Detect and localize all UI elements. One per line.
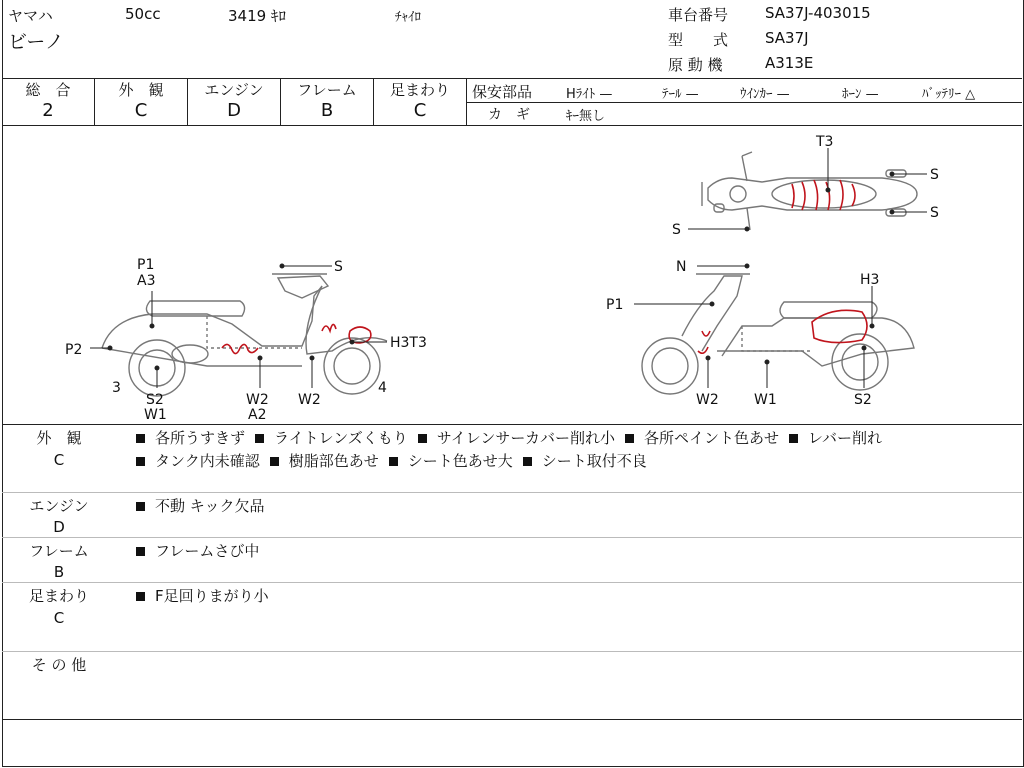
safety-item-battery: ﾊﾞｯﾃﾘｰ △ [922, 87, 976, 102]
bullet-icon [255, 434, 264, 443]
section-grade-engine: D [53, 518, 65, 536]
label-a2: A2 [248, 407, 267, 423]
label-w2-left-2: W2 [298, 392, 321, 408]
grade-overall-value: 2 [42, 100, 54, 121]
scooter-left-side [102, 274, 387, 396]
scooter-right-side [642, 274, 914, 394]
bullet-icon [523, 457, 532, 466]
note-item: タンク内未確認 [136, 452, 260, 470]
notes-line [136, 450, 1016, 473]
label-n: N [676, 259, 687, 275]
label-s-top-3: S [672, 222, 681, 238]
grade-engine-label: エンジン [204, 81, 264, 99]
section-title-exterior: 外 観 [36, 429, 82, 447]
divider [2, 537, 1022, 538]
label-w2-left: W2 [246, 392, 269, 408]
label-4: 4 [378, 380, 387, 396]
bullet-icon [270, 457, 279, 466]
label-s-left: S [334, 259, 343, 275]
bullet-icon [136, 434, 145, 443]
bullet-icon [418, 434, 427, 443]
divider [2, 492, 1022, 493]
divider [466, 78, 467, 125]
note-item: フレームさび中 [136, 542, 259, 560]
notes-line [136, 427, 1016, 450]
label-s-top-1: S [930, 167, 939, 183]
grade-exterior-label: 外 観 [118, 81, 164, 99]
safety-item-winker: ｳｲﾝｶｰ — [740, 87, 790, 102]
model-name: ビーノ [8, 31, 64, 53]
note-item: 不動 キック欠品 [136, 497, 264, 515]
divider [466, 102, 1022, 103]
maker: ヤマハ [8, 7, 53, 25]
label-s-top-2: S [930, 205, 939, 221]
section-grade-exterior: C [53, 451, 65, 469]
section-exterior-notes [136, 427, 1016, 473]
scooter-top-view [702, 152, 917, 230]
section-engine-notes [136, 495, 1016, 518]
frame-no: SA37J-403015 [765, 4, 871, 22]
key-value: ｷｰ無し [566, 109, 606, 124]
note-item: シート色あせ大 [389, 452, 513, 470]
section-suspension-notes [136, 585, 1016, 608]
label-s2-right: S2 [854, 392, 872, 408]
frame-no-label: 車台番号 [668, 6, 729, 24]
label-p1-right: P1 [606, 297, 624, 313]
label-a3: A3 [137, 273, 156, 289]
note-item: レバー削れ [789, 429, 882, 447]
engine-label: 原 動 機 [668, 56, 723, 74]
grade-frame-label: フレーム [297, 81, 357, 99]
grade-overall-label: 総 合 [25, 81, 71, 99]
section-frame-notes [136, 540, 1016, 563]
label-p2: P2 [65, 342, 83, 358]
section-title-frame: フレーム [29, 542, 89, 560]
note-item: F足回りまがり小 [136, 587, 269, 605]
bullet-icon [389, 457, 398, 466]
safety-item-taillight: ﾃｰﾙ — [662, 87, 699, 102]
section-title-engine: エンジン [29, 497, 89, 515]
note-item: 各所ペイント色あせ [625, 429, 779, 447]
mileage: 3419 ｷﾛ [228, 7, 286, 25]
bullet-icon [136, 457, 145, 466]
grade-suspension-label: 足まわり [389, 81, 450, 99]
divider [2, 651, 1022, 652]
safety-item-headlight: Hﾗｲﾄ — [566, 87, 613, 102]
section-title-suspension: 足まわり [28, 587, 89, 605]
key-label: カ ギ [488, 107, 530, 123]
section-title-other: そ の 他 [31, 656, 87, 674]
divider [2, 424, 1022, 425]
label-h3-right: H3 [860, 272, 880, 288]
bullet-icon [136, 547, 145, 556]
bullet-icon [136, 592, 145, 601]
type-label: 型 式 [668, 31, 729, 49]
label-w1-left: W1 [144, 407, 167, 423]
type-value: SA37J [765, 29, 809, 47]
leader-lines [90, 148, 927, 388]
label-3: 3 [112, 380, 121, 396]
note-item: 各所うすきず [136, 429, 245, 447]
grade-suspension-value: C [413, 100, 427, 121]
label-w1-right: W1 [754, 392, 777, 408]
grade-engine-value: D [227, 100, 241, 121]
safety-label: 保安部品 [472, 83, 533, 101]
displacement: 50cc [125, 5, 161, 23]
grade-frame-value: B [320, 100, 334, 121]
section-grade-suspension: C [53, 609, 65, 627]
engine-value: A313E [765, 54, 814, 72]
note-item: サイレンサーカバー削れ小 [418, 429, 615, 447]
grade-exterior-value: C [134, 100, 148, 121]
label-s2-left: S2 [146, 392, 164, 408]
safety-item-horn: ﾎｰﾝ — [842, 87, 879, 102]
divider [2, 582, 1022, 583]
label-p1-left: P1 [137, 257, 155, 273]
bullet-icon [136, 502, 145, 511]
section-grade-frame: B [53, 563, 65, 581]
color: ﾁｬｲﾛ [395, 10, 421, 25]
bullet-icon [625, 434, 634, 443]
note-item: シート取付不良 [523, 452, 647, 470]
note-item: ライトレンズくもり [255, 429, 408, 447]
label-w2-right: W2 [696, 392, 719, 408]
damage-diagram [2, 126, 1022, 424]
label-h3t3: H3T3 [390, 335, 427, 351]
label-t3-top: T3 [816, 134, 834, 150]
note-item: 樹脂部色あせ [270, 452, 379, 470]
bullet-icon [789, 434, 798, 443]
damage-marks [222, 180, 867, 354]
divider [2, 719, 1022, 720]
